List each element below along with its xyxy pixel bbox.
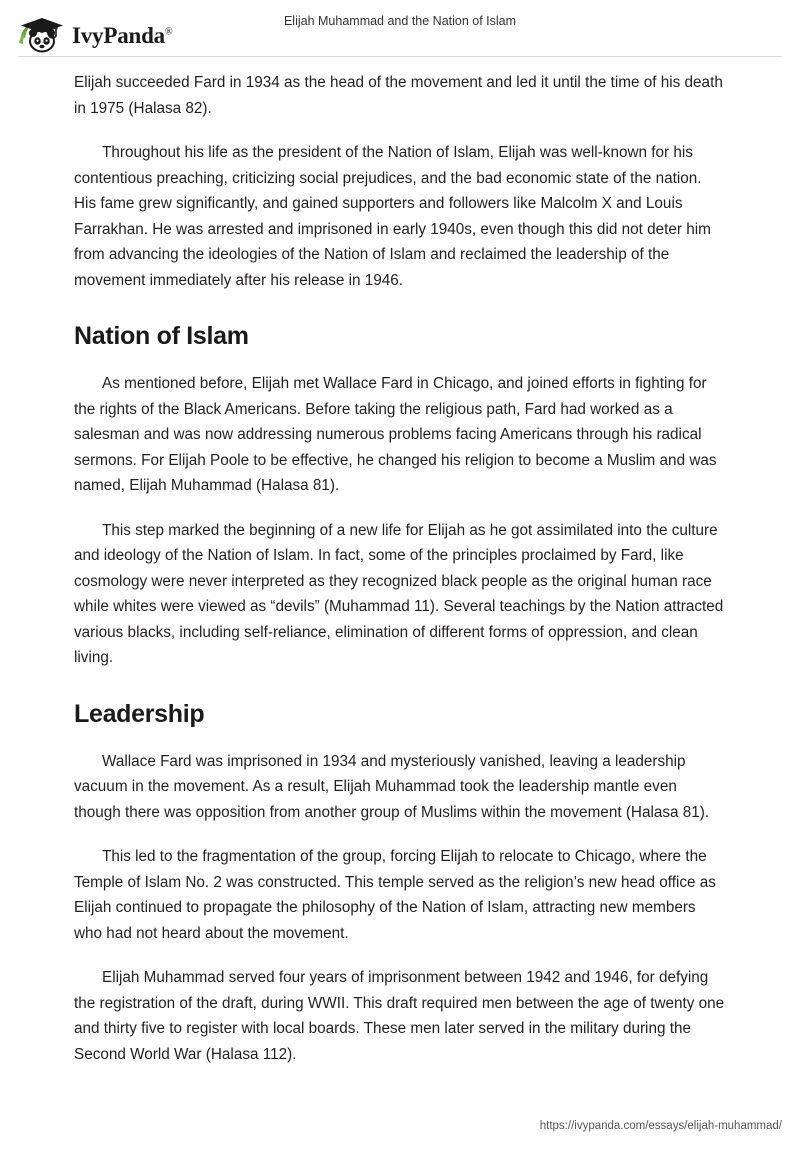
source-url: https://ivypanda.com/essays/elijah-muhammad/	[539, 1120, 782, 1132]
brand-name-text: IvyPanda	[72, 22, 165, 48]
body-paragraph: Elijah succeeded Fard in 1934 as the head of the movement and led it until the time of his death in 1975 (Halasa 82).	[74, 74, 723, 117]
body-paragraph: As mentioned before, Elijah met Wallace Fard in Chicago, and joined efforts in fighting for the rights of the Black Americans. Before taking the religious path, Fard had worked as a salesman and was now addressing numerous problems facing Americans through his radical sermons. For Elijah Poole to be effective, he changed his religion to become a Muslim and was named, Elijah Muhammad (Halasa 81).	[74, 375, 717, 494]
document-title: Elijah Muhammad and the Nation of Islam	[283, 14, 517, 28]
body-paragraph: Wallace Fard was imprisoned in 1934 and mysteriously vanished, leaving a leadership vacuum in the movement. As a result, Elijah Muhammad took the leadership mantle even though there was opposition from another group of Muslims within the movement (Halasa 81).	[74, 752, 710, 821]
body-paragraph: This led to the fragmentation of the group, forcing Elijah to relocate to Chicago, where the Temple of Islam No. 2 was constructed. This temple served as the religion’s new head office as Elijah continued to propagate the philosophy of the Nation of Islam, attracting new members who had not heard about the movement.	[74, 848, 716, 942]
document-body	[74, 70, 726, 1086]
registered-mark: ®	[164, 25, 173, 37]
page-header	[0, 0, 800, 62]
body-paragraph: This step marked the beginning of a new life for Elijah as he got assimilated into the culture and ideology of the Nation of Islam. In fact, some of the principles proclaimed by Fard, like cosmology were never interpreted as they recognized black people as the original human race while whites were viewed as “devils” (Muhammad 11). Several teachings by the Nation attracted various blacks, including self-reliance, elimination of different forms of oppression, and clean living.	[74, 521, 724, 666]
body-paragraph: Elijah Muhammad served four years of imprisonment between 1942 and 1946, for defying the registration of the draft, during WWII. This draft required men between the age of twenty one and thirty five to register with local boards. These men later served in the military during the Second World War (Halasa 112).	[74, 969, 725, 1063]
body-paragraph: Throughout his life as the president of the Nation of Islam, Elijah was well-known for his contentious preaching, criticizing social prejudices, and the bad economic state of the nation. His fame grew significantly, and gained supporters and followers like Malcolm X and Louis Farrakhan. He was arrested and imprisoned in early 1940s, even though this did not deter him from advancing the ideologies of the Nation of Islam and reclaimed the leadership of the movement immediately after his release in 1946.	[74, 144, 711, 289]
section-heading: Nation of Islam	[74, 322, 249, 350]
header-divider	[18, 56, 782, 57]
section-heading: Leadership	[74, 699, 205, 728]
